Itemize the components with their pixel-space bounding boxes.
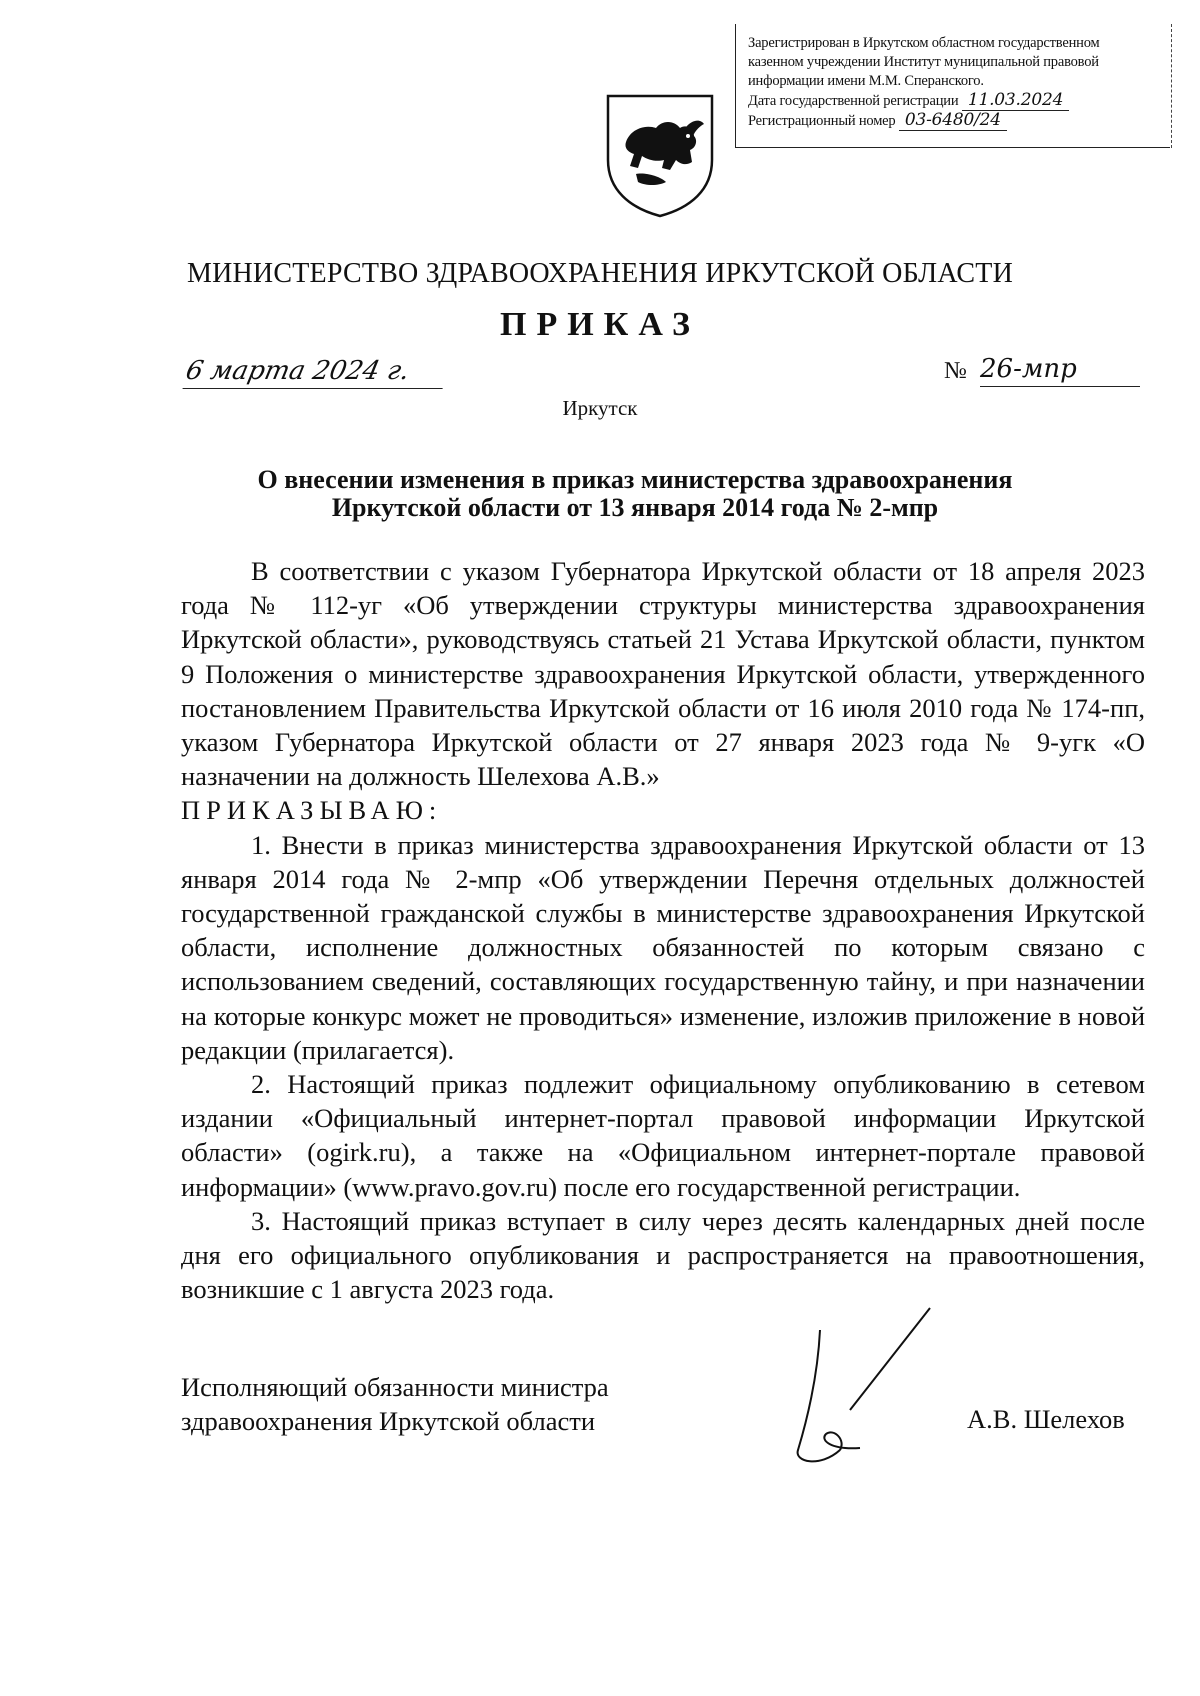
- order-item-1: 1. Внести в приказ министерства здравоохранения Иркутской области от 13 января 2014 года № 2-мпр «Об утверждении Перечня отдельных должностей государственной гражданской службы в министерстве здравоохранения Иркутской области, исполнение должностных обязанностей по которым связано с использованием сведений, составляющих государственную тайну, и при назначении на которые конкурс может не проводиться» изменение, изложив приложение в новой редакции (прилагается).: [181, 829, 1145, 1065]
- order-item-3: 3. Настоящий приказ вступает в силу через десять календарных дней после дня его официального опубликования и распространяется на правоотношения, возникшие с 1 августа 2023 года.: [181, 1205, 1145, 1305]
- order-number-label: №: [944, 358, 967, 384]
- registration-line-2: казенном учреждении Институт муниципальной правовой: [748, 54, 1099, 70]
- document-body: [181, 554, 1145, 1306]
- stamp-border: [1171, 24, 1172, 148]
- order-word: ПРИКАЗЫВАЮ:: [181, 795, 443, 826]
- preamble-paragraph: В соответствии с указом Губернатора Иркутской области от 18 апреля 2023 года № 112-уг «Об утверждении структуры министерства здравоохранения Иркутской области», руководствуясь статьей 21 Устава Иркутской области, пунктом 9 Положения о министерстве здравоохранения Иркутской области, утвержденного постановлением Правительства Иркутской области от 16 июля 2010 года № 174-пп, указом Губернатора Иркутской области от 27 января 2023 года № 9-угк «О назначении на должность Шелехова А.В.»: [181, 556, 1145, 792]
- signer-position-line-1: Исполняющий обязанности министра: [181, 1372, 609, 1402]
- signer-position-line-2: здравоохранения Иркутской области: [181, 1406, 596, 1436]
- signer-position: [181, 1370, 609, 1438]
- order-item-2: 2. Настоящий приказ подлежит официальному опубликованию в сетевом издании «Официальный интернет-портал правовой информации Иркутской области» (ogirk.ru), а также на «Официальном интернет-портале правовой информации» (www.pravo.gov.ru) после его государственной регистрации.: [181, 1069, 1145, 1202]
- handwritten-signature: [790, 1300, 940, 1480]
- irkutsk-coat-of-arms-icon: [600, 90, 720, 220]
- document-type: ПРИКАЗ: [500, 306, 700, 343]
- registration-date-row: [748, 91, 1170, 111]
- ministry-name: МИНИСТЕРСТВО ЗДРАВООХРАНЕНИЯ ИРКУТСКОЙ ОБЛАСТИ: [186, 258, 1013, 289]
- registration-number-row: [748, 111, 1170, 131]
- registration-date-label: Дата государственной регистрации: [748, 93, 959, 109]
- title-line-2: Иркутской области от 13 января 2014 года № 2-мпр: [331, 493, 939, 522]
- document-title: [180, 466, 1090, 522]
- registration-line-3: информации имени М.М. Сперанского.: [748, 73, 984, 89]
- signer-name: А.В. Шелехов: [967, 1404, 1125, 1434]
- registration-line-1: Зарегистрирован в Иркутском областном государственном: [748, 35, 1100, 51]
- city-name: Иркутск: [562, 396, 638, 420]
- registration-number-value: 03-6480/24: [899, 110, 1007, 131]
- registration-date-value: 11.03.2024: [962, 90, 1069, 111]
- title-line-1: О внесении изменения в приказ министерства здравоохранения: [257, 465, 1013, 494]
- registration-stamp: [735, 24, 1170, 148]
- handwritten-date: 6 марта 2024 г.: [182, 356, 449, 389]
- registration-number-label: Регистрационный номер: [748, 113, 896, 129]
- handwritten-order-number: 26-мпр: [980, 354, 1140, 387]
